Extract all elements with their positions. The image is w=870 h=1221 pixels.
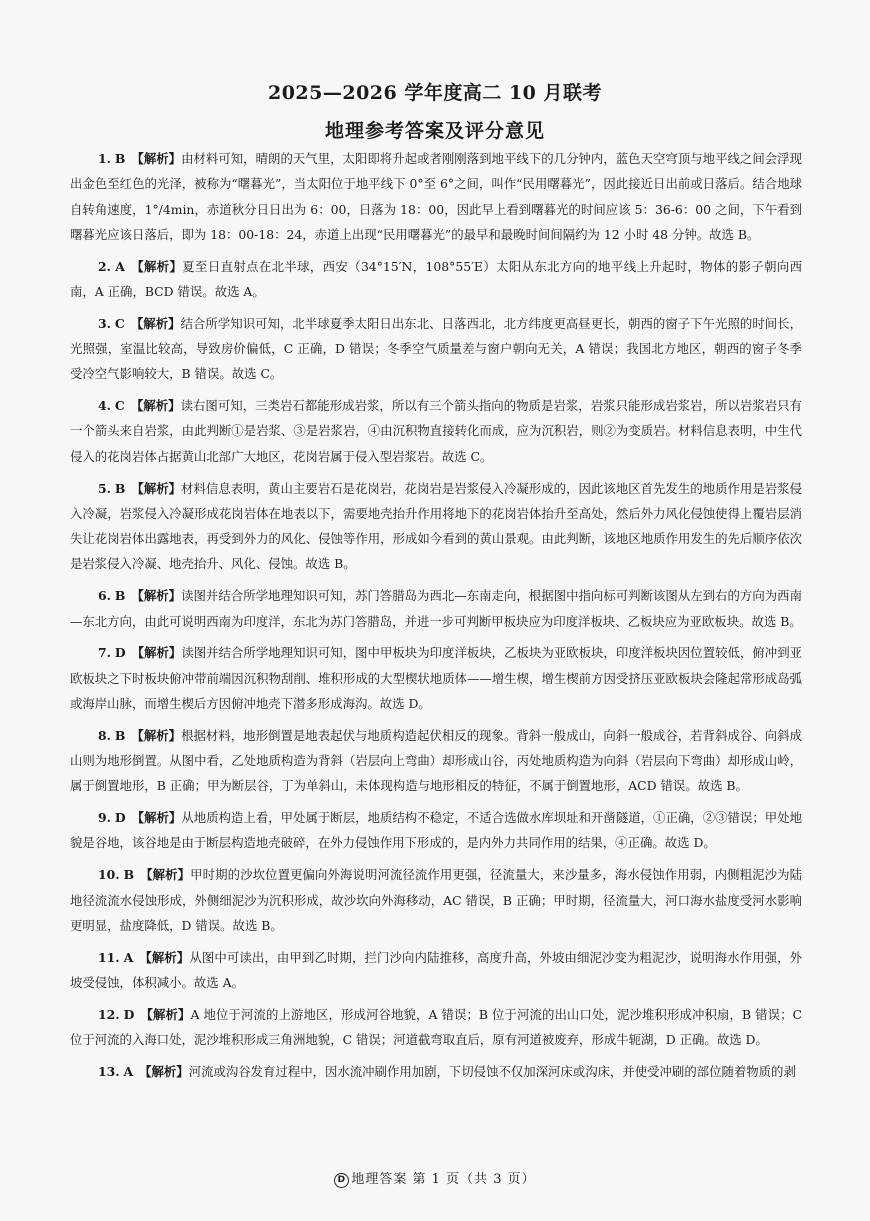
analysis-tag: 【解析】 [131, 727, 182, 743]
answer-item [70, 945, 802, 996]
analysis-tag: 【解析】 [140, 867, 191, 883]
analysis-text: 结合所学知识可知，北半球夏季太阳日出东北、日落西北，北方纬度更高昼更长，朝西的窗子下午光照的时间长，光照强，室温比较高，导致房价偏低，C 正确，D 错误；冬季空气质量差与窗户朝向无关，A 错误；我国北方地区，朝西的窗子冬季受冷空气影响较大，B 错误。故选 C。 [70, 315, 803, 382]
answer-letter: A [123, 1063, 134, 1079]
analysis-tag: 【解析】 [130, 258, 183, 274]
answer-letter: A [123, 949, 134, 965]
analysis-tag: 【解析】 [131, 810, 182, 826]
answer-item [70, 254, 802, 305]
analysis-tag: 【解析】 [131, 151, 182, 166]
question-number: 1. [98, 151, 111, 166]
analysis-tag: 【解析】 [140, 1006, 191, 1022]
question-number: 7. [98, 645, 111, 661]
answer-item [70, 393, 802, 469]
analysis-text: 读右图可知，三类岩石都能形成岩浆，所以有三个箭头指向的物质是岩浆，岩浆只能形成岩浆岩，所以岩浆岩只有一个箭头来自岩浆，由此判断①是岩浆、③是岩浆岩，④由沉积物直接转化而成，应为沉积岩，则②为变质岩。材料信息表明，中生代侵入的花岗岩体占据黄山北部广大地区，花岗岩属于侵入型岩浆岩。故选 C。 [70, 398, 803, 464]
analysis-text: 河流或沟谷发育过程中，因水流冲刷作用加剧，下切侵蚀不仅加深河床或沟床，并使受冲刷的部位随着物质的剥 [188, 1063, 796, 1079]
answer-list [70, 146, 802, 1091]
page-footer [0, 1168, 870, 1188]
analysis-tag: 【解析】 [139, 949, 190, 965]
analysis-tag: 【解析】 [139, 1063, 189, 1079]
analysis-text: 根据材料，地形倒置是地表起伏与地质构造起伏相反的现象。背斜一般成山，向斜一般成谷，若背斜成谷、向斜成山则为地形倒置。从图中看，乙处地质构造为背斜（岩层向上弯曲）却形成山谷，丙处地质构造为向斜（岩层向下弯曲）却形成山岭，属于倒置地形，B 正确；甲为断层谷，丁为单斜山，未体现构造与地形相反的特征，不属于倒置地形，ACD 错误。故选 B。 [70, 727, 802, 794]
analysis-tag: 【解析】 [131, 645, 182, 661]
version-badge-icon: D [334, 1173, 349, 1188]
question-number: 13. [98, 1063, 120, 1079]
answer-item [70, 723, 802, 799]
answer-item [70, 1002, 802, 1053]
question-number: 9. [98, 810, 111, 826]
analysis-tag: 【解析】 [131, 588, 182, 604]
analysis-text: A 地位于河流的上游地区，形成河谷地貌，A 错误；B 位于河流的出山口处，泥沙堆积形成冲积扇，B 错误；C 位于河流的入海口处，泥沙堆积形成三角洲地貌，C 错误；河道截弯取直后，原有河道被废弃，形成牛轭湖，D 正确。故选 D。 [70, 1006, 803, 1047]
analysis-text: 甲时期的沙坎位置更偏向外海说明河流径流作用更强，径流量大，来沙量多，海水侵蚀作用弱，内侧粗泥沙为陆地径流流水侵蚀形成，外侧细泥沙为沉积形成，故沙坎向外海移动，AC 错误，B 正确；甲时期，径流量大，河口海水盐度受河水影响更明显，盐度降低，D 错误。故选 B。 [70, 867, 803, 933]
answer-item [70, 862, 802, 938]
answer-letter: A [115, 258, 125, 274]
answer-letter: D [123, 1006, 135, 1022]
question-number: 3. [98, 315, 111, 331]
answer-item [70, 640, 802, 716]
analysis-text: 从图中可读出，由甲到乙时期，拦门沙向内陆推移，高度升高，外坡由细泥沙变为粗泥沙，说明海水作用强，外坡受侵蚀，体积减小。故选 A。 [70, 949, 803, 990]
answer-letter: B [114, 151, 126, 166]
answer-item [70, 476, 802, 577]
analysis-text: 读图并结合所学地理知识可知，苏门答腊岛为西北—东南走向，根据图中指向标可判断该图从左到右的方向为西南—东北方向，由此可说明西南为印度洋，东北为苏门答腊岛，并进一步可判断甲板块应为印度洋板块、乙板块应为亚欧板块。故选 B。 [70, 588, 802, 629]
analysis-text: 从地质构造上看，甲处属于断层，地质结构不稳定，不适合选做水库坝址和开凿隧道，①正确，②③错误；甲处地貌是谷地，该谷地是由于断层构造地壳破碎，在外力侵蚀作用下形成的，是内外力共同作用的结果，④正确。故选 D。 [70, 810, 803, 851]
document-subtitle: 地理参考答案及评分意见 [324, 120, 545, 142]
analysis-text: 夏至日直射点在北半球，西安（34°15′N，108°55′E）太阳从东北方向的地平线上升起时，物体的影子朝向西南，A 正确，BCD 错误。故选 A。 [70, 258, 802, 299]
analysis-text: 读图并结合所学地理知识可知，图中甲板块为印度洋板块，乙板块为亚欧板块，印度洋板块因位置较低，俯冲到亚欧板块之下时板块俯冲带前端因沉积物刮削、堆积形成的大型楔状地质体——增生楔，增生楔前方因受挤压亚欧板块会隆起常形成岛弧或海岸山脉，而增生楔后方因俯冲地壳下潜多形成海沟。故选 D。 [70, 645, 803, 711]
question-number: 4. [98, 398, 111, 414]
analysis-text: 由材料可知，晴朗的天气里，太阳即将升起或者刚刚落到地平线下的几分钟内，蓝色天空穹顶与地平线之间会浮现出金色至红色的光泽，被称为“曙暮光”，当太阳位于地平线下 0°至 6°之间，叫作“民用曙暮光”，因此接近日出前或日落后。结合地球自转角速度，1°/4min，赤道秋分日日出为 6：00，日落为 18：00，因此早上看到曙暮光的时间应该 5：36-6：00 之间，下午看到曙暮光应该日落后，即为 18：00-18：24，赤道上出现“民用曙暮光”的最早和最晚时间间隔约为 12 小时 48 分钟。故选 B。 [70, 151, 802, 242]
answer-letter: B [114, 588, 126, 604]
analysis-tag: 【解析】 [130, 398, 181, 414]
question-number: 5. [98, 480, 111, 496]
answer-letter: B [114, 480, 126, 496]
page-number-text: 地理答案 第 1 页（共 3 页） [351, 1172, 536, 1187]
analysis-text: 材料信息表明，黄山主要岩石是花岗岩，花岗岩是岩浆侵入冷凝形成的，因此该地区首先发生的地质作用是岩浆侵入冷凝，岩浆侵入冷凝形成花岗岩体在地表以下，需要地壳抬升作用将地下的花岗岩体抬升至高处，然后外力风化侵蚀使得上覆岩层消失让花岗岩体出露地表，再受到外力的风化、侵蚀等作用，形成如今看到的黄山景观。由此判断，该地区地质作用发生的先后顺序依次是岩浆侵入冷凝、地壳抬升、风化、侵蚀。故选 B。 [70, 480, 802, 572]
answer-item [70, 1059, 802, 1084]
answer-item [70, 311, 802, 387]
analysis-tag: 【解析】 [130, 315, 181, 331]
answer-letter: C [114, 315, 125, 331]
answer-item [70, 146, 802, 247]
question-number: 10. [98, 867, 120, 883]
question-number: 8. [98, 727, 111, 743]
answer-letter: D [114, 810, 126, 826]
exam-title: 2025—2026 学年度高二 10 月联考 [267, 82, 603, 104]
question-number: 2. [98, 258, 111, 274]
answer-letter: B [114, 727, 126, 743]
analysis-tag: 【解析】 [131, 480, 182, 496]
answer-letter: B [123, 867, 135, 883]
answer-letter: D [114, 645, 126, 661]
question-number: 11. [98, 949, 120, 965]
answer-item [70, 805, 802, 856]
question-number: 12. [98, 1006, 120, 1022]
question-number: 6. [98, 588, 111, 604]
answer-letter: C [114, 398, 125, 414]
answer-item [70, 583, 802, 634]
